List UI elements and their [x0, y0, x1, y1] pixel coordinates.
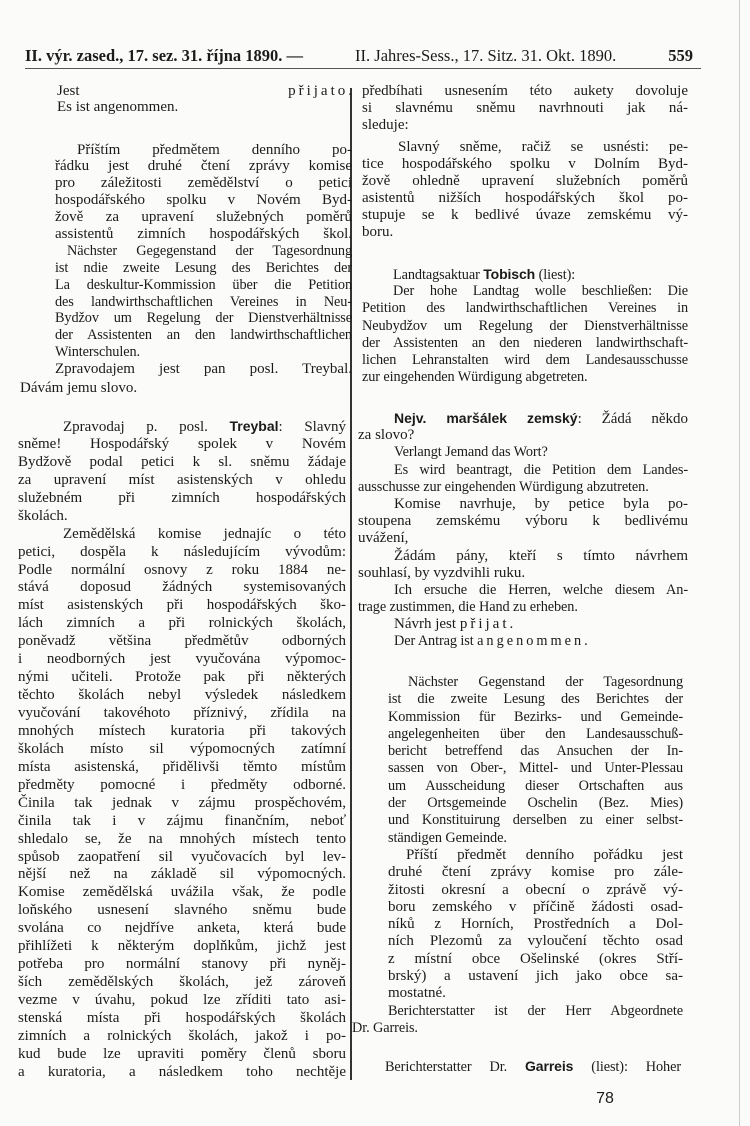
text-line: ních Plezomů za vyloučení těchto osad — [388, 933, 683, 950]
header-rule — [25, 68, 701, 69]
text-line: Komise navrhuje, by petice byla po- — [394, 495, 688, 512]
paragraph — [388, 674, 683, 847]
text-line: hospodářského spolku v Novém Byd- — [55, 192, 352, 209]
text-line: Kommission für Bezirks- und Gemeinde- — [388, 708, 683, 725]
text-line: Petition des landwirthschaftlichen Vereines in — [362, 300, 688, 317]
text-line: nými učiteli. Protože pak při některých — [18, 669, 346, 686]
text-line: des landwirthschaftlichen Vereines in Neu- — [55, 293, 352, 310]
header-czech: II. výr. zased., 17. sez. 31. října 1890. — — [25, 46, 304, 65]
left-column-block — [57, 83, 352, 115]
text-line: předbíhati usnesením této aukety dovoluje — [362, 83, 688, 99]
text-line — [57, 83, 352, 99]
text-line: souhlasí, by vyzdvihli ruku. — [358, 564, 526, 581]
text-line: Příštím předmětem denního po- — [77, 141, 352, 158]
text-line: loňského usnesení slavného sněmu bude — [18, 902, 346, 919]
text-segment: . — [584, 633, 588, 650]
text-line: Neubydžov um Regelung der Dienstverhältnisse — [362, 317, 688, 334]
text-line: Žádám pány, kteří s tímto návrhem — [394, 547, 688, 564]
text-segment: přijat — [459, 616, 510, 633]
text-line: vezme v úvahu, pokud lze zříditi tato asi- — [18, 992, 346, 1008]
right-column-block — [362, 83, 688, 241]
right-column-block — [362, 266, 688, 386]
text-line: vyučování takovéhoto příznivý, zřídila na — [18, 705, 346, 721]
signature-number: 78 — [596, 1090, 614, 1107]
text-line: stenská místa při hospodářských školách — [18, 1009, 346, 1026]
paragraph — [388, 847, 683, 1003]
text-line — [358, 616, 688, 633]
text-line: Zpravodajem jest pan posl. Treybal. — [55, 361, 352, 378]
paragraph — [362, 283, 688, 386]
text-line: Podle normální osnovy z roku 1884 ne- — [18, 561, 346, 578]
text-line: und Konstituirung derselben zu einer selbst- — [388, 812, 683, 829]
text-line: spůsob zaopatření sil vyučovacích byl lev- — [18, 848, 346, 865]
header-german: II. Jahres-Sess., 17. Sitz. 31. Okt. 1890. — [355, 46, 617, 65]
text-line: školách místo sil výpomocných zatímní — [18, 740, 346, 757]
text-line: míst asistenských při hospodářských ško- — [18, 597, 346, 614]
text-line: ších zemědělských školách, jež zároveň — [18, 974, 346, 991]
text-line: tice hospodářského spolku v Dolním Byd- — [362, 156, 688, 172]
text-line: lách zimních a při rolnických školách, — [18, 615, 346, 632]
text-line: asistentů nižších hospodářských škol po- — [362, 190, 688, 206]
text-line: za upravení míst asistenských v ohledu — [18, 471, 346, 488]
text-line: boru zemského v příčině žádosti osad- — [388, 898, 683, 915]
text-line: der Ortsgemeinde Oschelin (Bez. Mies) — [388, 795, 683, 812]
text-segment: : Žádá někdo — [577, 411, 688, 427]
paragraph — [55, 361, 352, 378]
paragraph — [358, 548, 688, 582]
text-line: činila tak i v zájmu finančním, neboť — [18, 812, 346, 829]
text-line: bericht betreffend das Ansuchen der In- — [388, 743, 683, 760]
text-line: přihlížeti k některým doplňkům, jichž jest — [18, 938, 346, 955]
paragraph — [358, 462, 688, 496]
speaker-name: Garreis — [525, 1058, 574, 1074]
text-segment: Landtagsaktuar — [393, 267, 484, 283]
text-line: der Assistenten an den landwirthschaftlichen — [55, 327, 352, 344]
left-column-block — [20, 380, 348, 397]
text-segment: : Slavný — [278, 419, 346, 435]
text-segment: přijato — [288, 83, 349, 99]
text-line: um Ausscheidung dieser Ortschaften aus — [388, 777, 683, 794]
paragraph — [18, 526, 346, 1082]
paragraph — [362, 83, 688, 134]
text-line: řádku jest druhé čtení zprávy komise — [55, 158, 352, 175]
text-line — [18, 418, 346, 436]
text-line — [362, 266, 688, 283]
paragraph — [358, 410, 688, 444]
text-segment: angenommen — [477, 633, 585, 650]
paragraph — [358, 496, 688, 548]
paragraph — [57, 83, 352, 115]
text-line: Der hohe Landtag wolle beschließen: Die — [393, 283, 688, 300]
right-column-block — [358, 410, 688, 651]
text-line: assistentů zimních hospodářských škol. — [55, 225, 352, 242]
paragraph — [385, 1058, 681, 1075]
text-line: zimních a rolnických školách, jakož i po- — [18, 1027, 346, 1044]
paragraph — [358, 582, 688, 616]
speaker-name: Tobisch — [483, 266, 536, 282]
text-line: z místní obce Ošelinské (okres Stří- — [388, 950, 683, 967]
text-segment: Garreis. — [369, 1019, 418, 1036]
paragraph — [352, 1002, 683, 1038]
text-line: lichen Lehranstalten wird dem Landesausschusse — [362, 351, 688, 368]
text-line: mnohých místech kuratoria při takových — [18, 722, 346, 739]
text-line: potřeba pro normální stanovy při nyněj- — [18, 956, 346, 973]
text-line: angelegenheiten über den Landesausschuß- — [388, 725, 683, 742]
right-column-block — [385, 1058, 681, 1075]
text-line: ständigen Gemeinde. — [388, 829, 507, 846]
text-line: uvážení, — [358, 530, 409, 547]
text-line: brský) a ustavení jich jako obce sa- — [388, 968, 683, 985]
text-line: pro záležitosti zemědělství o petici — [55, 175, 352, 192]
text-line: Slavný sněme, račiž se usnésti: pe- — [398, 139, 688, 155]
text-line: Komise zemědělská uvážila však, že podle — [18, 884, 346, 901]
text-line: Příští předmět denního pořádku jest — [406, 846, 683, 863]
left-column-block — [18, 418, 346, 1082]
text-line: nější než na základě sil výpomocných. — [18, 866, 346, 883]
speaker-name: Nejv. maršálek zemský — [394, 410, 578, 426]
text-line: místa asistenská, přidělivši těmto místům — [18, 758, 346, 775]
paragraph — [362, 139, 688, 241]
text-line: stoupena zemskému výboru k bedlivému — [358, 513, 688, 530]
text-line: těchto školách nebyl výsledek následkem — [18, 687, 346, 704]
text-line: služebném při zimních hospodářských — [18, 489, 346, 506]
text-line: ist ndie zweite Lesung des Berichtes der — [55, 259, 352, 276]
text-line: Nächster Gegenstand der Tagesordnung — [408, 674, 683, 690]
speaker-name: Treybal — [229, 418, 279, 434]
text-line: a kuratoria, a následkem toho nechtěje — [18, 1063, 346, 1080]
text-line: La deskultur-Kommission über die Petition — [55, 276, 352, 293]
paragraph — [358, 616, 688, 633]
text-line: Es wird beantragt, die Petition dem Landes- — [394, 461, 688, 478]
paragraph — [55, 243, 352, 361]
text-segment: (liest): Hoher — [573, 1059, 681, 1075]
text-line: kud bude lze upraviti poměry členů sboru — [18, 1045, 346, 1062]
paragraph — [358, 633, 688, 650]
text-line: petici, dospěla k následujícím vývodům: — [18, 543, 346, 560]
text-line: předměty pomocné i předměty odborné. — [18, 776, 346, 793]
text-line: svolána co nejdříve anketa, která bude — [18, 920, 346, 937]
text-segment: Zpravodaj p. posl. — [63, 419, 230, 435]
text-line: Verlangt Jemand das Wort? — [394, 444, 548, 461]
text-line: druhé čtení zprávy komise pro zále- — [388, 864, 683, 881]
text-line: Berichterstatter ist der Herr Abgeordnete — [388, 1002, 683, 1019]
text-line: žově za upravení služebných poměrů — [55, 209, 352, 226]
text-segment: Der Antrag ist — [394, 633, 478, 650]
text-segment: Návrh jest — [394, 616, 460, 633]
text-line: žově ohledně upravení služebních poměrů — [362, 173, 688, 189]
text-line: Bydžově podal petici k sl. sněmu žádaje — [18, 453, 346, 470]
text-line: Winterschulen. — [55, 344, 140, 361]
text-line: sněme! Hospodářský spolek v Novém — [18, 435, 346, 452]
text-line: der Assistenten an den niederen landwirthschaft- — [362, 334, 688, 351]
text-segment: Jest — [57, 83, 289, 99]
text-line: sleduje: — [362, 117, 409, 133]
text-line: Zemědělská komise jednajíc o této — [63, 525, 346, 542]
text-segment: . — [348, 83, 352, 99]
text-line: mostatné. — [388, 985, 446, 1002]
header-page-number: 559 — [668, 46, 693, 65]
text-line: níků z Horních, Prostředních a Dol- — [388, 916, 683, 933]
text-line: Bydžov um Regelung der Dienstverhältnisse — [55, 310, 352, 327]
text-line: za slovo? — [358, 427, 415, 444]
text-segment: Dr. — [352, 1019, 370, 1036]
left-column-block — [55, 142, 352, 378]
text-segment: . — [509, 616, 514, 633]
paragraph — [358, 444, 688, 461]
text-segment: Berichterstatter Dr. — [385, 1059, 525, 1075]
text-line: boru. — [362, 224, 394, 240]
text-line: ist die zweite Lesung des Berichtes der — [388, 691, 683, 708]
text-line — [352, 1019, 683, 1037]
page-edge — [739, 0, 740, 1126]
paragraph — [55, 142, 352, 243]
right-column-block — [352, 674, 683, 1037]
text-line: poněvadž většina předmětův odborných — [18, 633, 346, 650]
text-line: Činila tak jednak v zájmu prospěchovém, — [18, 794, 346, 811]
text-line: ausschusse zur eingehenden Würdigung abzutreten. — [358, 478, 649, 495]
text-line: Ich ersuche die Herren, welche diesem An- — [394, 581, 688, 598]
text-line: zur eingehenden Würdigung abgetreten. — [362, 369, 588, 386]
text-line: sassen von Ober-, Mittel- und Unter-Plessau — [388, 760, 683, 777]
running-header — [25, 46, 693, 66]
text-line: Dávám jemu slovo. — [20, 380, 138, 396]
text-line: shledalo se, že na mnohých místech tento — [18, 830, 346, 847]
text-line — [358, 633, 688, 650]
text-line: i neodborných jest vyučována výpomoc- — [18, 651, 346, 668]
text-line: stává doposud žádných systemisovaných — [18, 579, 346, 596]
text-line: Nächster Gegegenstand der Tagesordnung — [67, 242, 352, 259]
text-line: stupuje se k bedlivé úvaze zemskému vý- — [362, 207, 688, 223]
paragraph — [20, 380, 348, 397]
paragraph — [362, 266, 688, 283]
text-line: si slavnému sněmu navrhnouti jak ná- — [362, 100, 688, 116]
text-line: školách. — [18, 507, 68, 524]
text-line: žitosti okresní a obecní o zprávě vý- — [388, 881, 683, 898]
text-line: Es ist angenommen. — [57, 99, 179, 115]
text-segment: (liest): — [535, 267, 576, 283]
text-line — [385, 1058, 681, 1075]
text-line — [358, 410, 688, 427]
text-line: trage zustimmen, die Hand zu erheben. — [358, 599, 578, 616]
paragraph — [18, 418, 346, 526]
